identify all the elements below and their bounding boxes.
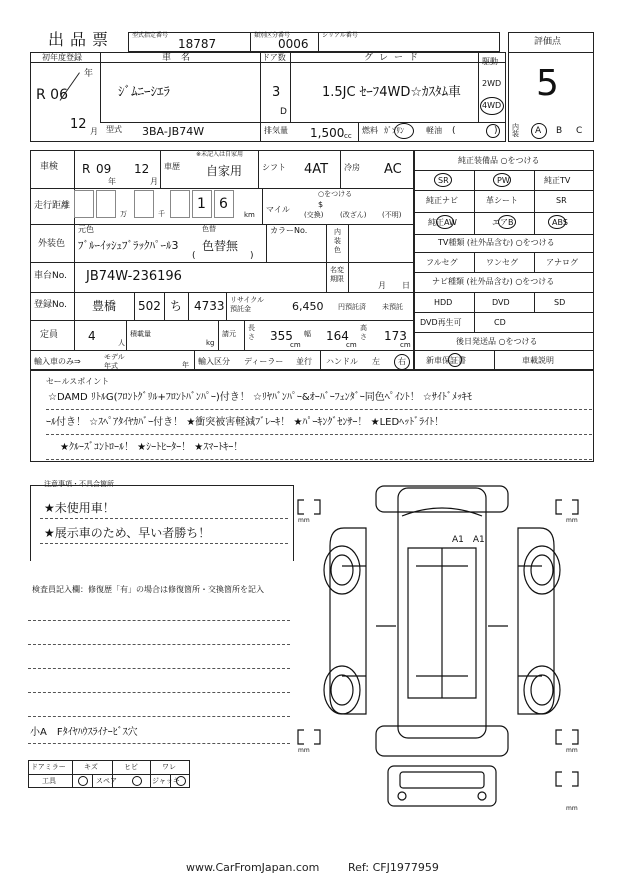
mile-dollar: $ (318, 200, 324, 209)
reg-city: 豊橋 (92, 299, 117, 313)
oem-abs-circle (548, 215, 566, 229)
fuel-gasoline-circle (394, 123, 414, 139)
capacity-value: 4 (88, 329, 96, 343)
mm-front-right: mm (566, 517, 578, 524)
oem-sunroof: SR (438, 176, 449, 185)
length-value: 355 (270, 329, 293, 343)
chassis-label: 車台No. (34, 271, 67, 281)
sales-line-3: ★ｸﾙｰｽﾞｺﾝﾄﾛｰﾙ！ ★ｼｰﾄﾋｰﾀｰ！ ★ｽﾏｰﾄｷｰ！ (60, 442, 244, 453)
navi-hdd: HDD (434, 298, 453, 307)
mm-front-left: mm (298, 517, 310, 524)
chassis-value: JB74W-236196 (86, 269, 182, 284)
mile-unknown: (不明) (382, 211, 402, 219)
ac-label: 冷房 (344, 163, 360, 172)
load-label: 積載量 (130, 330, 151, 338)
oem-header: 純正装備品 ○をつける (458, 156, 540, 165)
later-warranty: 新車保証書 (426, 356, 466, 365)
length-label: 長さ (248, 324, 255, 341)
reg-number: 4733 (194, 299, 225, 313)
mileage-digit-1: 1 (197, 196, 206, 212)
inspector-note: 小A Fﾀｲﾔﾊｳｽﾗｲﾅｰﾋﾞｽ穴 (30, 727, 138, 738)
class-no-value: 0006 (278, 37, 309, 51)
capacity-unit: 人 (118, 339, 125, 347)
width-value: 164 (326, 329, 349, 343)
fuel-label: 燃料 (362, 126, 378, 135)
footer-ref: Ref: CFJ1977959 (348, 861, 439, 874)
shaken-year-unit: 年 (108, 177, 116, 186)
oem-aw: 純正AW (428, 218, 457, 227)
handle-label: ハンドル (326, 357, 358, 366)
tv-header: TV種類 (社外品含む) ○をつける (438, 238, 555, 247)
model-no-value: 18787 (178, 37, 217, 51)
name-change-label: 名変期限 (330, 266, 344, 283)
use-note: ※未記入は自家用 (196, 151, 244, 158)
tv-fullseg: フルセグ (426, 258, 458, 267)
check-crack: ヒビ (124, 763, 138, 771)
notes-line-2: ★展示車のため、早い者勝ち！ (44, 526, 211, 540)
height-label: 高さ (360, 324, 367, 341)
sales-line-1: ☆DAMD ﾘﾄﾙG(ﾌﾛﾝﾄｸﾞﾘﾙ+ﾌﾛﾝﾄﾊﾞﾝﾊﾟｰ)付き！ ☆ﾘﾔﾊﾞﾝﾊﾟｰ&ｵｰﾊﾞｰﾌｪﾝﾀﾞｰ同色ﾍﾟｲﾝﾄ！ ☆ｻｲﾄﾞﾒｯｷﾓ (48, 392, 472, 403)
damage-mark: A1 A1 (452, 535, 485, 545)
tv-oneseg: ワンセグ (486, 258, 518, 267)
shaken-year: 09 (96, 162, 112, 176)
grade-score-value: 5 (536, 63, 559, 104)
car-side-right (518, 528, 554, 714)
wheel-front-left (324, 546, 360, 594)
import-class-label: 輸入区分 (198, 357, 230, 366)
mileage-sen: 千 (158, 210, 165, 218)
grade-label: グレード (364, 53, 425, 63)
recycle-not: 未預託 (382, 303, 403, 311)
model-year-unit: 年 (182, 361, 189, 369)
length-unit: cm (290, 341, 301, 349)
navi-dvd: DVD (492, 298, 510, 307)
car-side-left (330, 528, 366, 714)
mile-exchange: (交換) (304, 211, 324, 219)
reg-no-label: 登録No. (34, 300, 67, 310)
navi-header: ナビ種類 (社外品含む) ○をつける (432, 277, 555, 286)
footer-site[interactable]: www.CarFromJapan.com (186, 861, 320, 874)
tv-analog: アナログ (546, 258, 578, 267)
navi-sd: SD (554, 298, 566, 307)
check-scratch: キズ (84, 763, 98, 771)
displacement-value: 1,500 (310, 126, 345, 140)
doors-label: ドア数 (262, 53, 286, 62)
reg-kana: ち (170, 299, 183, 313)
grade-value: 1.5JC ｾｰﾌ4WD☆ｶｽﾀﾑ車 (322, 85, 462, 100)
shaken-month-unit: 月 (150, 177, 158, 186)
recycle-unit: 円預託済 (338, 303, 366, 311)
seal-label: 請元 (222, 330, 236, 338)
ac-value: AC (384, 162, 402, 177)
shaken-label: 車検 (40, 162, 59, 172)
first-reg-month: 12 (70, 117, 87, 132)
type-label: 型式 (106, 125, 122, 134)
handle-right-circle (394, 354, 410, 370)
tyre-bracket-front-left (298, 500, 304, 514)
mileage-man: 万 (120, 210, 127, 218)
handle-right: 右 (398, 357, 406, 366)
interior-color-label: 内装色 (334, 228, 341, 254)
displacement-unit: cc (344, 132, 352, 140)
navi-dvd-play: DVD再生可 (420, 318, 462, 327)
first-reg-label: 初年度登録 (42, 53, 82, 62)
mile-tampered: (改ざん) (340, 211, 367, 219)
shaken-month: 12 (134, 162, 150, 176)
serial-label: シリアル番号 (322, 32, 358, 39)
width-unit: cm (346, 341, 357, 349)
color-code-label: 色替 (202, 225, 216, 233)
import-label: 輸入車のみ⇒ (34, 357, 81, 366)
oem-aw-circle (436, 215, 454, 229)
interior-label: 内装 (512, 123, 519, 138)
class-no-label: 類別区分番号 (254, 32, 291, 39)
capacity-label: 定員 (40, 330, 59, 340)
displacement-label: 排気量 (264, 126, 288, 135)
use-value: 自家用 (206, 164, 243, 178)
tyre-bracket-rear-left (298, 730, 304, 744)
tyre-bracket-front-right (556, 500, 562, 514)
name-change-day: 日 (402, 281, 410, 290)
shift-value: 4AT (304, 162, 329, 177)
mm-rear-right: mm (566, 747, 578, 754)
car-body-diagram (290, 476, 600, 816)
width-label: 幅 (304, 330, 311, 338)
sheet-title: 出品票 (48, 30, 115, 49)
oem-airbag-circle (498, 215, 516, 229)
inspector-label: 検査員記入欄：修復歴「有」の場合は修復箇所・交換箇所を記入 (32, 585, 264, 594)
check-tools-circle (78, 776, 88, 786)
later-header: 後日発送品 ○をつける (456, 337, 538, 346)
check-spare: スペア (96, 777, 117, 785)
car-name-value: ｼﾞﾑﾆｰｼｴﾗ (118, 85, 170, 100)
oem-tv: 純正TV (544, 176, 571, 185)
sales-line-2: ｰﾙ付き！ ☆ｽﾍﾟｱﾀｲﾔｶﾊﾞｰ付き！ ★衝突被害軽減ﾌﾞﾚｰｷ！ ★ﾊﾟｰｷﾝｸﾞｾﾝｻｰ！ ★LEDﾍｯﾄﾞﾗｲﾄ！ (46, 417, 445, 428)
doors-value: 3 (272, 85, 281, 100)
mile-label: マイル (266, 205, 290, 214)
orig-color-label: 元色 (78, 225, 94, 234)
first-reg-month-unit: 月 (90, 127, 98, 136)
mm-rear-left: mm (298, 747, 310, 754)
shift-label: シフト (262, 163, 286, 172)
color-change-value: 色替無 (202, 239, 239, 253)
spare-tyre-bracket (556, 772, 562, 786)
notes-line-1: ★未使用車！ (44, 501, 115, 515)
oem-abs: ABS (552, 218, 568, 227)
interior-a: A (535, 126, 542, 136)
drive-4wd: 4WD (482, 101, 502, 110)
interior-c: C (576, 126, 583, 136)
interior-b: B (556, 126, 563, 136)
model-no-label: 型式指定番号 (132, 32, 169, 39)
mileage-label: 走行距離 (34, 201, 71, 211)
color-no-label: カラーNo. (270, 226, 308, 235)
oem-pw: PW (497, 176, 510, 185)
drive-4wd-circle (480, 97, 504, 115)
sales-label: セールスポイント (46, 377, 110, 386)
check-jack-circle (176, 776, 186, 786)
mm-spare: mm (566, 805, 578, 812)
car-name-label: 車名 (162, 53, 201, 63)
check-door-mirror: ドアミラー (31, 763, 66, 771)
notes-bracket (30, 485, 294, 561)
drive-2wd: 2WD (482, 79, 502, 88)
later-warranty-circle (448, 353, 462, 367)
oem-navi: 純正ナビ (426, 196, 458, 205)
drive-label: 駆動 (482, 57, 498, 66)
check-spare-circle (132, 776, 142, 786)
check-dent: ワレ (162, 763, 176, 771)
fuel-diesel: 軽油 (426, 126, 442, 135)
recycle-label: リサイクル預託金 (230, 296, 265, 313)
model-year-label: モデル年式 (104, 353, 125, 370)
shaken-era: R (82, 162, 91, 176)
check-tools: 工具 (42, 777, 56, 785)
oem-sr: SR (556, 196, 567, 205)
notes-label: 注意事項・不具合箇所 (44, 480, 114, 488)
wheel-rear-left (324, 666, 360, 714)
fuel-gasoline: ｶﾞｿﾘﾝ (384, 126, 404, 135)
later-manual: 車載説明 (522, 356, 554, 365)
name-change-month: 月 (378, 281, 386, 290)
door-type: D (280, 107, 287, 117)
type-value: 3BA-JB74W (142, 125, 205, 138)
first-reg-year-unit: 年 (84, 69, 94, 79)
handle-left: 左 (372, 357, 380, 366)
check-jack: ジャッキ (152, 777, 180, 785)
mileage-digit-2: 6 (219, 196, 228, 212)
import-dealer: ディーラー (244, 357, 284, 366)
recycle-value: 6,450 (292, 300, 324, 313)
load-unit: kg (206, 339, 215, 347)
first-reg-era: R 06 (36, 87, 68, 103)
use-label: 車歴 (164, 162, 180, 171)
height-value: 173 (384, 329, 407, 343)
grade-score-label: 評価点 (534, 37, 562, 47)
oem-pw-circle (493, 173, 511, 187)
interior-a-circle (531, 123, 547, 139)
reg-class: 502 (138, 299, 161, 313)
oem-leather: 革シート (486, 196, 518, 205)
fuel-other-circle (486, 124, 500, 138)
oem-airbag: エアB (492, 218, 514, 227)
ext-color-label: 外装色 (38, 239, 66, 249)
oem-sunroof-circle (434, 173, 452, 187)
tyre-bracket-rear-right (556, 730, 562, 744)
ext-color-value: ﾌﾞﾙｰｲｯｼｭﾌﾞﾗｯｸﾊﾟｰﾙ3 (78, 239, 179, 252)
mileage-km-unit: km (244, 211, 255, 219)
import-parallel: 並行 (296, 357, 312, 366)
height-unit: cm (400, 341, 411, 349)
mileage-note: ○をつける (318, 190, 353, 198)
navi-cd: CD (494, 318, 506, 327)
